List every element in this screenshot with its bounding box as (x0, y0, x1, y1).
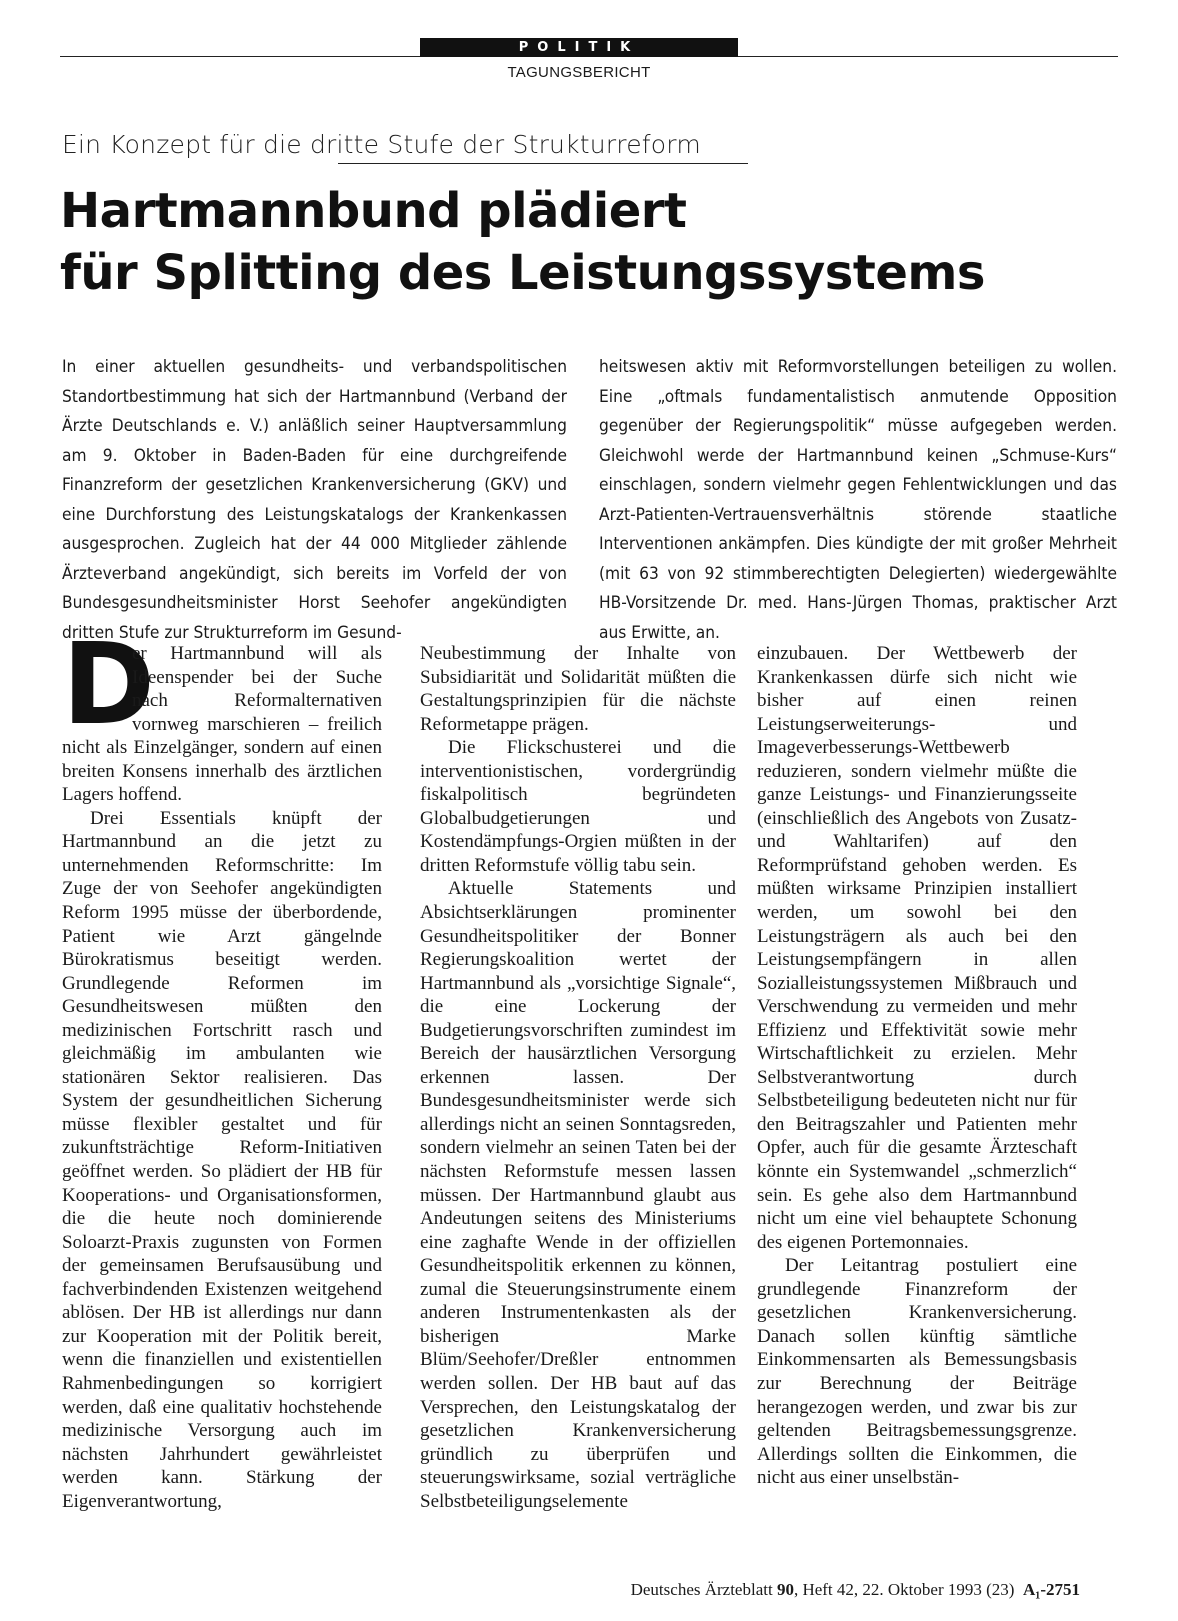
body-column-3 (757, 642, 1077, 1490)
body-paragraph: Neubestimmung der Inhalte von Subsidiarität und Solidarität müßten die Gestaltungsprinzipien für die nächste Reformetappe prägen. (420, 643, 736, 735)
journal-name: Deutsches Ärzteblatt (630, 1580, 773, 1599)
header-rule-right (738, 56, 1118, 57)
lead-paragraph-left: In einer aktuellen gesundheits- und verbandspolitischen Standortbestimmung hat sich der Hartmannbund (Verband der Ärzte Deutschlands e. V.) anläßlich seiner Hauptversammlung am 9. Oktober in Baden-Baden für eine durchgreifende Finanzreform der gesetzlichen Krankenversicherung (GKV) und eine Durchforstung des Leistungskatalogs der Krankenkassen ausgesprochen. Zugleich hat der 44 000 Mitglieder zählende Ärzteverband angekündigt, sich bereits im Vorfeld der von Bundesgesundheitsminister Horst Seehofer angekündigten dritten Stufe zur Strukturreform im Gesund- (62, 357, 567, 643)
drop-cap: D (62, 620, 155, 750)
page-footer (560, 1580, 1080, 1600)
paragraph-text: er Hartmannbund will als Ideenspender bei der Suche nach Reformalternativen vornweg marschieren – freilich nicht als Einzelgänger, sondern auf einen breiten Konsens innerhalb des ärztlichen Lagers hoffend. (62, 643, 382, 806)
kicker-underline (338, 163, 748, 164)
body-paragraph (62, 620, 382, 807)
article-headline (60, 180, 1120, 304)
article-kicker: Ein Konzept für die dritte Stufe der Strukturreform (62, 130, 701, 159)
issue-info: , Heft 42, 22. Oktober 1993 (23) (793, 1580, 1015, 1599)
headline-line-2: für Splitting des Leistungssystems (60, 245, 985, 301)
section-label: POLITIK (420, 38, 738, 57)
body-column-2 (420, 642, 736, 1513)
body-paragraph: einzubauen. Der Wettbewerb der Krankenkassen dürfe sich nicht wie bisher auf einen reinen Leistungserweiterungs- und Imageverbesserungs-Wettbewerb reduzieren, sondern vielmehr müßte die ganze Leistungs- und Finanzierungsseite (einschließlich des Angebots von Zusatz- und Wahltarifen) auf den Reformprüfstand gehoben werden. Es müßten wirksame Prinzipien installiert werden, um sowohl bei den Leistungsträgern als auch bei den Leistungsempfängern in allen Sozialleistungssystemen Mißbrauch und Verschwendung zu vermeiden und mehr Effizienz und Effektivität sowie mehr Wirtschaftlichkeit zu erzielen. Mehr Selbstverantwortung durch Selbstbeteiligung bedeuteten nicht nur für den Beitragszahler und Patienten mehr Opfer, auch für die gesamte Ärzteschaft könnte ein Systemwandel „schmerzlich“ sein. Es gehe also dem Hartmannbund nicht um eine viel behauptete Schonung des eigenen Portemonnaies. (757, 643, 1077, 1253)
body-paragraph: Aktuelle Statements und Absichtserklärungen prominenter Gesundheitspolitiker der Bonner Regierungskoalition wertet der Hartmannbund als „vorsichtige Signale“, die eine Lockerung der Budgetierungsvorschriften zumindest im Bereich der hausärztlichen Versorgung erkennen lassen. Der Bundesgesundheitsminister werde sich allerdings nicht an seinen Sonntagsreden, sondern vielmehr an seinen Taten bei der nächsten Reformstufe messen lassen müssen. Der Hartmannbund glaubt aus Andeutungen seitens des Ministeriums eine zaghafte Wende in der offiziellen Gesundheitspolitik erkennen zu können, zumal die Steuerungsinstrumente einem anderen Instrumentenkasten als der bisherigen Marke Blüm/Seehofer/Dreßler entnommen werden sollen. Der HB baut auf das Versprechen, den Leistungskatalog der gesetzlichen Krankenversicherung gründlich zu überprüfen und steuerungswirksame, sozial verträgliche Selbstbeteiligungselemente (420, 878, 736, 1512)
lead-paragraph-right: heitswesen aktiv mit Reformvorstellungen beteiligen zu wollen. Eine „oftmals fundamentalistisch anmutende Opposition gegenüber der Regierungspolitik“ müsse aufgegeben werden. Gleichwohl werde der Hartmannbund keinen „Schmuse-Kurs“ einschlagen, sondern vielmehr gegen Fehlentwicklungen und das Arzt-Patienten-Vertrauensverhältnis störende staatliche Interventionen ankämpfen. Dies kündigte der mit großer Mehrheit (mit 63 von 92 stimmberechtigten Delegierten) wiedergewählte HB-Vorsitzende Dr. med. Hans-Jürgen Thomas, praktischer Arzt aus Erwitte, an. (599, 357, 1117, 643)
body-column-1 (62, 620, 382, 1513)
header-rule-left (60, 56, 420, 57)
body-paragraph: Der Leitantrag postuliert eine grundlegende Finanzreform der gesetzlichen Krankenversicherung. Danach sollen künftig sämtliche Einkommensarten als Bemessungsbasis zur Berechnung der Beiträge herangezogen werden, und zwar bis zur geltenden Beitragsbemessungsgrenze. Allerdings sollten die Einkommen, die nicht aus einer unselbstän- (757, 1255, 1077, 1489)
headline-line-1: Hartmannbund plädiert (60, 183, 687, 239)
body-paragraph: Drei Essentials knüpft der Hartmannbund an die jetzt zu unternehmenden Reformschritte: Im Zuge der von Seehofer angekündigten Reform 1995 müsse der überbordende, Patient wie Arzt gängelnde Bürokratismus beseitigt werden. Grundlegende Reformen im Gesundheitswesen müßten den medizinischen Fortschritt rasch und gleichmäßig im ambulanten wie stationären Sektor realisieren. Das System der gesundheitlichen Sicherung müsse flexibler gestaltet und für zukunftsträchtige Reform-Initiativen geöffnet werden. So plädiert der HB für Kooperations- und Organisationsformen, die die heute noch dominierende Soloarzt-Praxis zugunsten von Formen der gemeinsamen Berufsausübung und fachverbindenden Existenzen weitgehend ablösen. Der HB ist allerdings nur dann zur Kooperation mit der Politik bereit, wenn die finanziellen und existentiellen Rahmenbedingungen so korrigiert werden, daß eine qualitativ hochstehende medizinische Versorgung auch im nächsten Jahrhundert gewährleistet werden kann. Stärkung der Eigenverantwortung, (62, 807, 382, 1512)
body-paragraph: Die Flickschusterei und die interventionistischen, vordergründig fiskalpolitisch begründeten Globalbudgetierungen und Kostendämpfungs-Orgien müßten in der dritten Reformstufe völlig tabu sein. (420, 737, 736, 876)
subsection-label: TAGUNGSBERICHT (507, 64, 651, 81)
volume-number: 90 (776, 1580, 794, 1599)
page-number: A₁-2751 (1022, 1580, 1080, 1599)
